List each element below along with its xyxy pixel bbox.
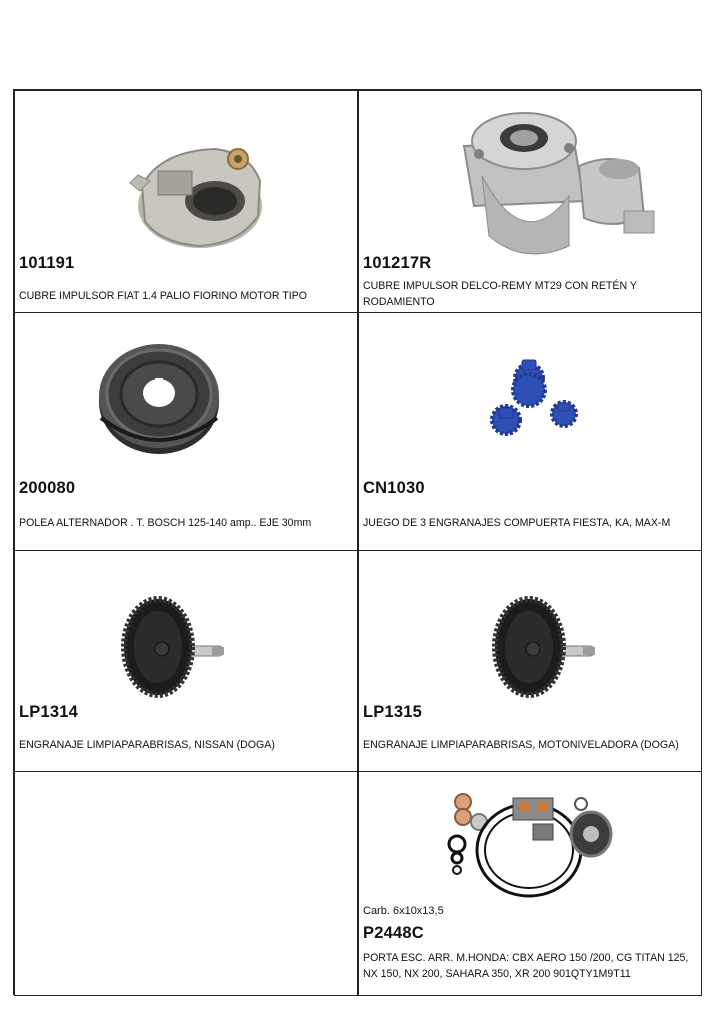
product-card [14, 90, 358, 313]
product-code: CN1030 [363, 479, 425, 497]
product-card [358, 90, 702, 313]
product-code: LP1314 [19, 703, 78, 721]
product-note: Carb. 6x10x13,5 [363, 905, 444, 917]
product-description: JUEGO DE 3 ENGRANAJES COMPUERTA FIESTA, KA, MAX-M [363, 517, 671, 529]
product-code: 101191 [19, 254, 75, 272]
product-code: P2448C [363, 924, 424, 942]
product-description: POLEA ALTERNADOR . T. BOSCH 125-140 amp.. EJE 30mm [19, 517, 312, 529]
empty-card [14, 771, 358, 996]
product-code: LP1315 [363, 703, 422, 721]
product-grid [13, 89, 701, 995]
blue-gear-set-image [484, 358, 589, 448]
product-card [14, 312, 358, 551]
product-description: ENGRANAJE LIMPIAPARABRISAS, NISSAN (DOGA) [19, 739, 275, 751]
product-description: CUBRE IMPULSOR FIAT 1.4 PALIO FIORINO MOTOR TIPO [19, 290, 308, 302]
product-description: ENGRANAJE LIMPIAPARABRISAS, MOTONIVELADORA (DOGA) [363, 739, 679, 751]
starter-nose-housing-image [120, 131, 270, 256]
alternator-pulley-image [97, 330, 222, 458]
starter-drive-housing-image [454, 106, 664, 266]
product-code: 101217R [363, 254, 432, 272]
product-description: CUBRE IMPULSOR DELCO-REMY MT29 CON RETÉN Y RODAMIENTO [363, 280, 637, 308]
product-description: PORTA ESC. ARR. M.HONDA: CBX AERO 150 /200, CG TITAN 125, NX 150, NX 200, SAHARA 350, XR 200 901QTY1M9T11 [363, 952, 689, 980]
product-card [358, 550, 702, 772]
product-code: 200080 [19, 479, 76, 497]
brush-holder-kit-image [441, 792, 616, 902]
product-card [358, 312, 702, 551]
product-card [358, 771, 702, 996]
product-card [14, 550, 358, 772]
wiper-gear-image [491, 591, 601, 703]
wiper-gear-image [120, 591, 230, 703]
